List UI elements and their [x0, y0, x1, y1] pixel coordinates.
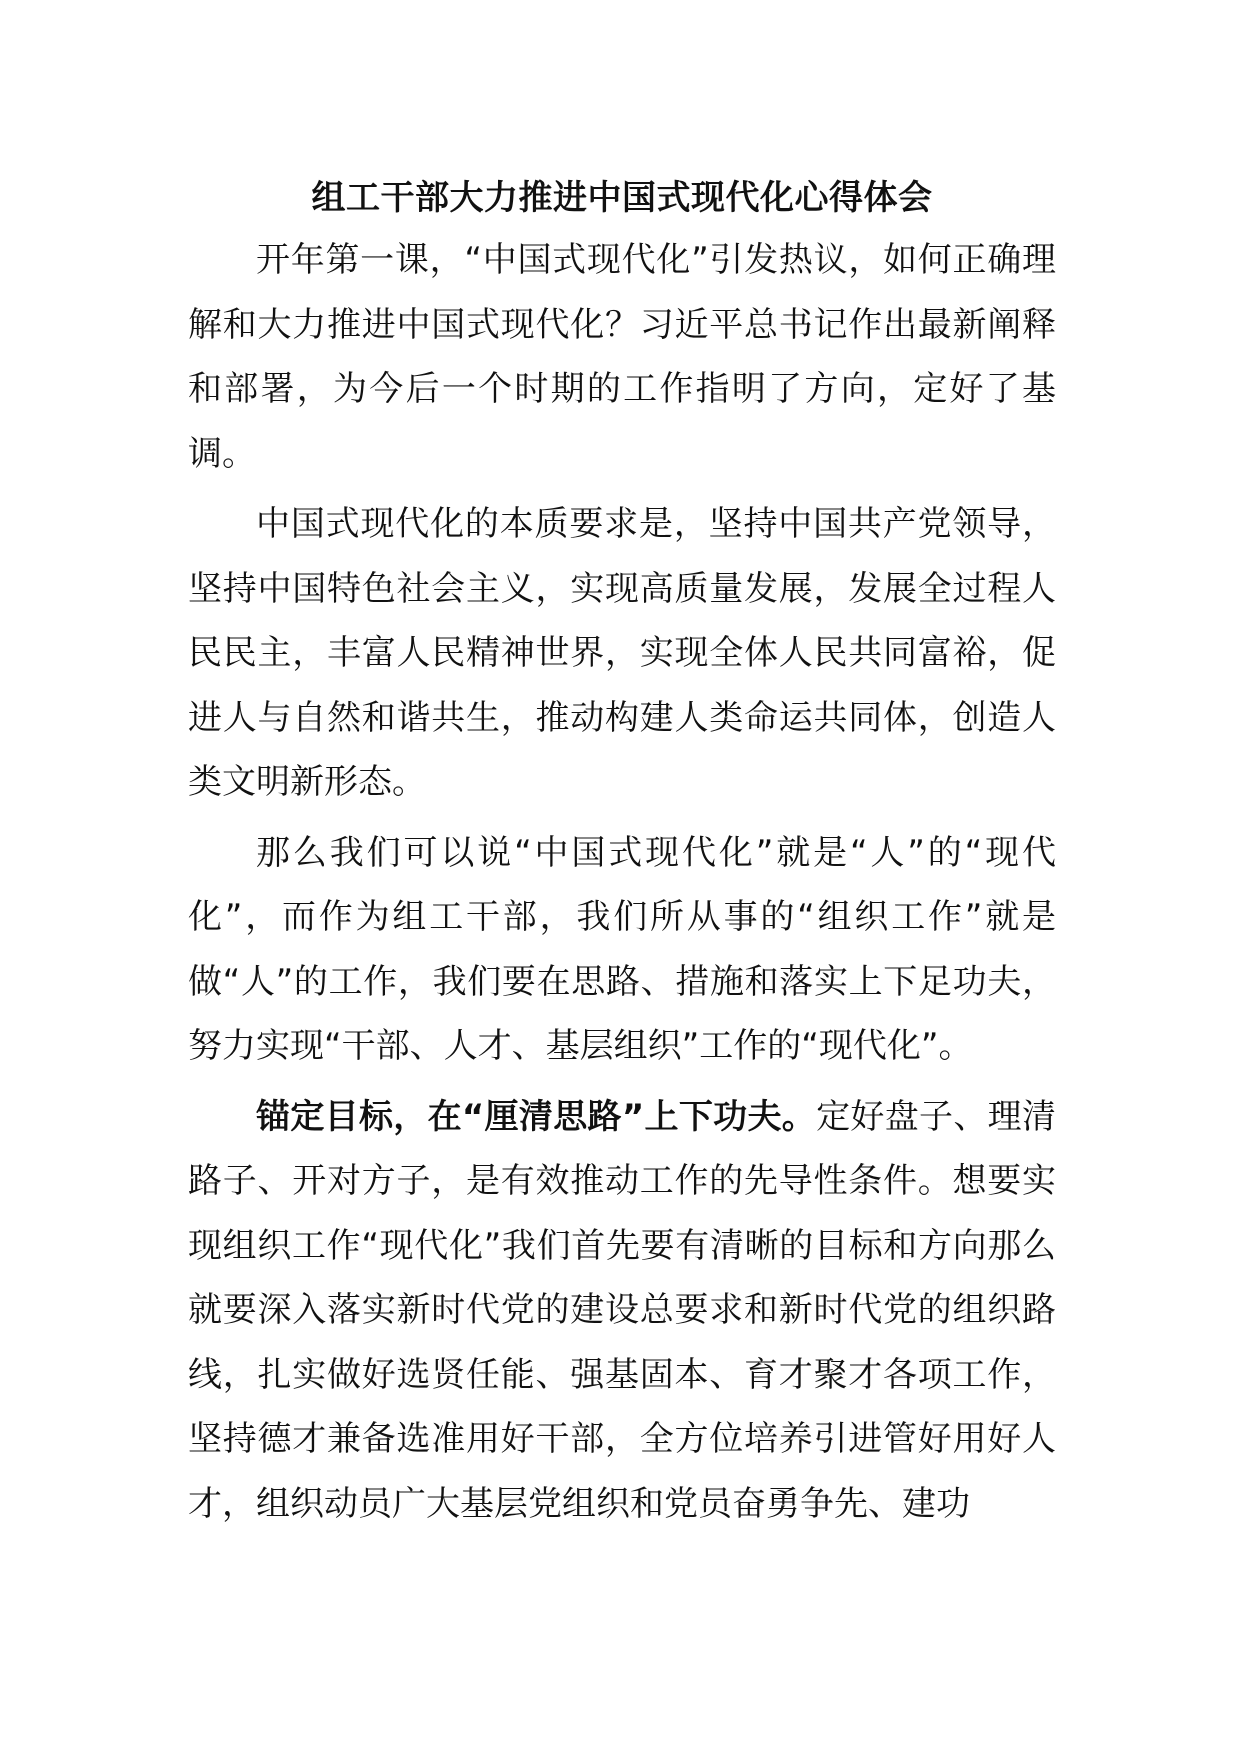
paragraph-3 [188, 821, 1056, 1079]
paragraph-1 [188, 228, 1056, 486]
paragraph-2 [188, 492, 1056, 815]
document-title: 组工干部大力推进中国式现代化心得体会 [311, 178, 933, 218]
paragraph-4-lead: 锚定目标，在“厘清思路”上下功夫。 [256, 1096, 817, 1137]
paragraph-2-text: 中国式现代化的本质要求是，坚持中国共产党领导，坚持中国特色社会主义，实现高质量发展，发展全过程人民民主，丰富人民精神世界，实现全体人民共同富裕，促进人与自然和谐共生，推动构建人类命运共同体，创造人类文明新形态。 [188, 504, 1056, 802]
paragraph-1-text: 开年第一课，“中国式现代化”引发热议，如何正确理解和大力推进中国式现代化？习近平总书记作出最新阐释和部署，为今后一个时期的工作指明了方向，定好了基调。 [188, 240, 1056, 474]
document-body [188, 168, 1056, 1536]
paragraph-3-text: 那么我们可以说“中国式现代化”就是“人”的“现代化”，而作为组工干部，我们所从事的“组织工作”就是做“人”的工作，我们要在思路、措施和落实上下足功夫，努力实现“干部、人才、基层组织”工作的“现代化”。 [188, 832, 1056, 1066]
paragraph-4-text: 定好盘子、理清路子、开对方子，是有效推动工作的先导性条件。想要实现组织工作“现代化”我们首先要有清晰的目标和方向那么就要深入落实新时代党的建设总要求和新时代党的组织路线，扎实做好选贤任能、强基固本、育才聚才各项工作，坚持德才兼备选准用好干部，全方位培养引进管好用好人才，组织动员广大基层党组织和党员奋勇争先、建功 [188, 1096, 1056, 1524]
paragraph-4 [188, 1085, 1056, 1537]
